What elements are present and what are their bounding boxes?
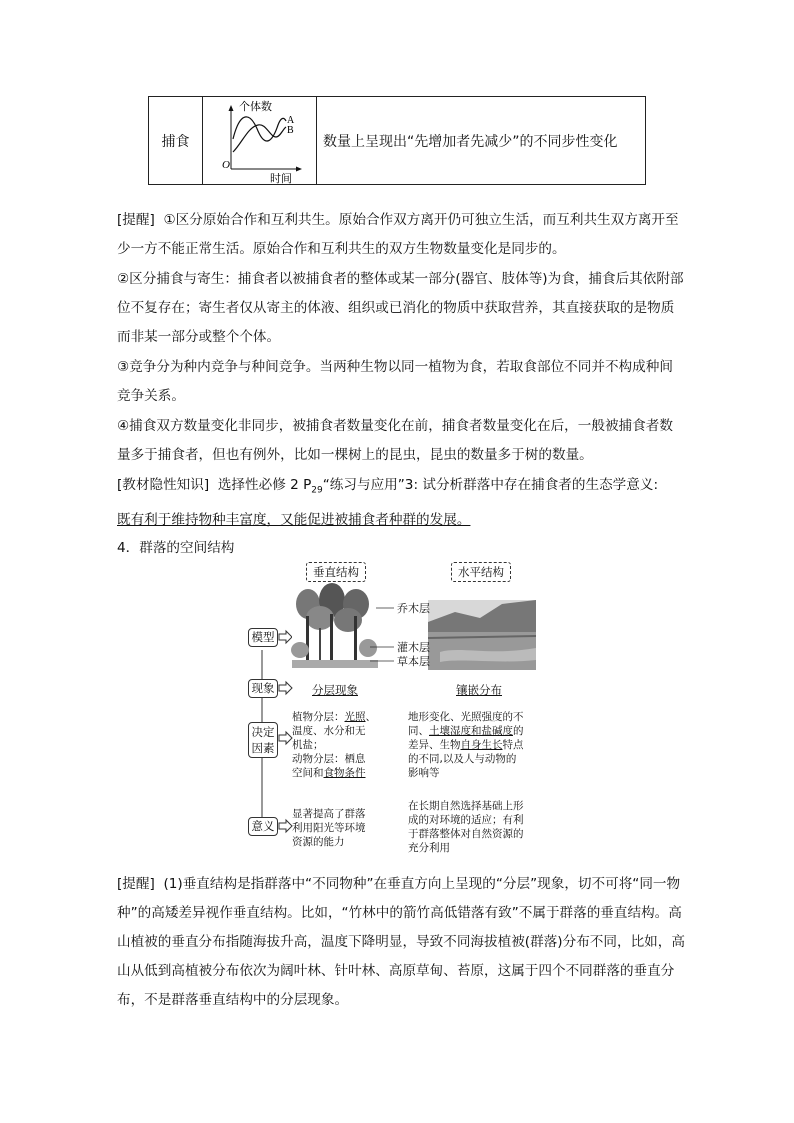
phenomenon-horizontal: 镶嵌分布 [456,683,502,697]
tip1-text-1: ①区分原始合作和互利共生。原始合作双方离开仍可独立生活，而互利共生双方离开至少一方不能正常生活。原始合作和互利共生的双方生物数量变化是同步的。 [117,212,679,257]
forest-illustration [291,583,394,668]
horizontal-structure-title: 水平结构 [451,562,511,582]
chart-xlabel: 时间 [270,172,292,184]
layer-tree-label: 乔木层 [397,602,430,615]
vertical-structure-title: 垂直结构 [306,562,366,582]
spatial-structure-diagram [240,560,560,860]
tip1-paragraph-4: ④捕食双方数量变化非同步，被捕食者数量变化在前，捕食者数量变化在后，一般被捕食者数量多于捕食者，但也有例外，比如一棵树上的昆虫，昆虫的数量多于树的数量。 [117,418,673,463]
meaning-vertical-text: 显著提高了群落 利用阳光等环境 资源的能力 [292,808,366,848]
hidden-knowledge-tag: [教材隐性知识] [117,477,210,493]
row-model-label: 模型 [248,628,278,647]
row-phenomenon-label: 现象 [248,679,278,698]
predation-chart-cell [202,97,317,184]
predation-curve-chart [202,97,316,184]
layer-herb-label: 草本层 [397,655,430,668]
section-heading: 4．群落的空间结构 [117,540,235,556]
chart-series-a-label: A [287,115,295,126]
factors-horizontal-text: 地形变化、光照强度的不 同、土壤湿度和盐碱度的 差异、生物自身生长特点 的不同,以及人与动物的 影响等 [408,711,524,779]
chart-series-b-label: B [287,125,294,136]
layer-shrub-label: 灌木层 [397,641,430,654]
predation-table [148,96,646,185]
tip1-paragraph-1 [117,206,685,264]
tip1-tag: [提醒] [117,212,155,228]
table-row-label: 捕食 [149,97,203,184]
row-factors-label: 决定因素 [248,722,278,758]
tip2-paragraph [117,870,685,1015]
tip2-text: (1)垂直结构是指群落中“不同物种”在垂直方向上呈现的“分层”现象，切不可将“同一物种”的高矮差异视作垂直结构。比如，“竹林中的箭竹高低错落有致”不属于群落的垂直结构。高山植被的垂直分布指随海拔升高，温度下降明显，导致不同海拔植被(群落)分布不同，比如，高山从低到高植被分布依次为阔叶林、针叶林、高原草甸、苔原，这属于四个不同群落的垂直分布，不是群落垂直结构中的分层现象。 [117,876,685,1008]
tip1-paragraph-2: ②区分捕食与寄生：捕食者以被捕食者的整体或某一部分(器官、肢体等)为食，捕食后其依附部位不复存在；寄生者仅从寄主的体液、组织或已消化的物质中获取营养，其直接获取的是物质而非某一部分或整个个体。 [117,271,684,345]
meaning-horizontal-text: 在长期自然选择基础上形 成的对环境的适应；有利 于群落整体对自然资源的 充分利用 [408,800,524,854]
tip1-paragraph-3: ③竞争分为种内竞争与种间竞争。当两种生物以同一植物为食，若取食部位不同并不构成种间竞争关系。 [117,359,673,404]
tip2-tag: [提醒] [117,876,155,892]
chart-origin-label: O [222,159,230,171]
phenomenon-vertical: 分层现象 [312,683,358,697]
table-description: 数量上呈现出“先增加者先减少”的不同步性变化 [323,133,618,150]
landscape-illustration [428,600,536,670]
series-a-curve [233,117,286,141]
factors-vertical-text: 植物分层：光照、 温度、水分和无 机盐； 动物分层：栖息 空间和食物条件 [292,711,376,779]
series-b-curve [233,125,286,152]
hidden-knowledge-answer: 既有利于维持物种丰富度，又能促进被捕食者种群的发展。 [117,511,471,528]
hidden-knowledge-paragraph: [教材隐性知识] 选择性必修 2 $P_{29}“$练习与应用”3: 试分析群落中存在捕食者的生态学意义: 既有利于维持物种丰富度，又能促进被捕食者种群的发展。 [117,477,659,528]
chart-ylabel: 个体数 [239,100,272,113]
row-meaning-label: 意义 [248,817,278,836]
